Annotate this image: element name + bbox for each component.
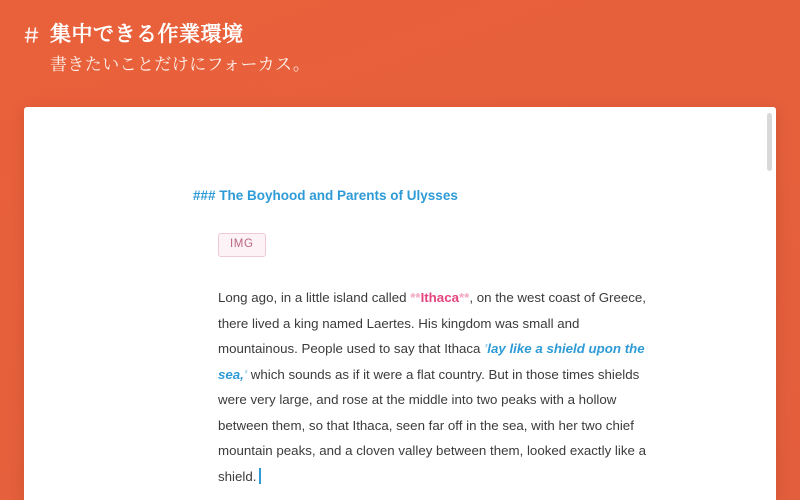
- heading-hash-marks: ###: [193, 188, 216, 203]
- text-caret: [259, 468, 261, 484]
- editor-scrollbar[interactable]: [762, 107, 776, 500]
- bold-text: Ithaca: [420, 290, 459, 305]
- header-title-row: [24, 22, 776, 48]
- bold-marks-open: **: [410, 290, 421, 305]
- hash-icon: [24, 25, 40, 45]
- paragraph-segment-3: which sounds as if it were a flat country. But in those times shields were very large, and rose at the middle into two peaks with a hollow between them, so that Ithaca, seen far off in the sea, with her two chief mountain peaks, and a cloven valley between them, looked exactly like a shield.: [218, 366, 646, 484]
- page-title: 集中できる作業環境: [50, 23, 244, 46]
- image-chip-row: [218, 205, 648, 257]
- page-subtitle: 書きたいことだけにフォーカス。: [50, 55, 311, 74]
- header: [24, 22, 776, 76]
- paragraph-segment-1: Long ago, in a little island called: [218, 290, 411, 305]
- document-paragraph[interactable]: [218, 285, 648, 489]
- document-heading: [193, 187, 648, 205]
- italic-text: lay like a shield upon the sea,: [218, 341, 645, 382]
- italic-marks-open: ': [484, 341, 488, 356]
- heading-text: The Boyhood and Parents of Ulysses: [215, 188, 458, 203]
- editor-scrollbar-thumb[interactable]: [767, 113, 772, 171]
- image-placeholder-chip[interactable]: IMG: [218, 233, 266, 257]
- document-content[interactable]: [193, 107, 648, 489]
- editor-panel[interactable]: [24, 107, 776, 500]
- bold-marks-close: **: [459, 290, 470, 305]
- paragraph-segment-2: , on the west coast of Greece, there lived a king named Laertes. His kingdom was small and mountainous. People used to say that Ithaca: [218, 290, 647, 356]
- italic-marks-close: ': [243, 366, 248, 382]
